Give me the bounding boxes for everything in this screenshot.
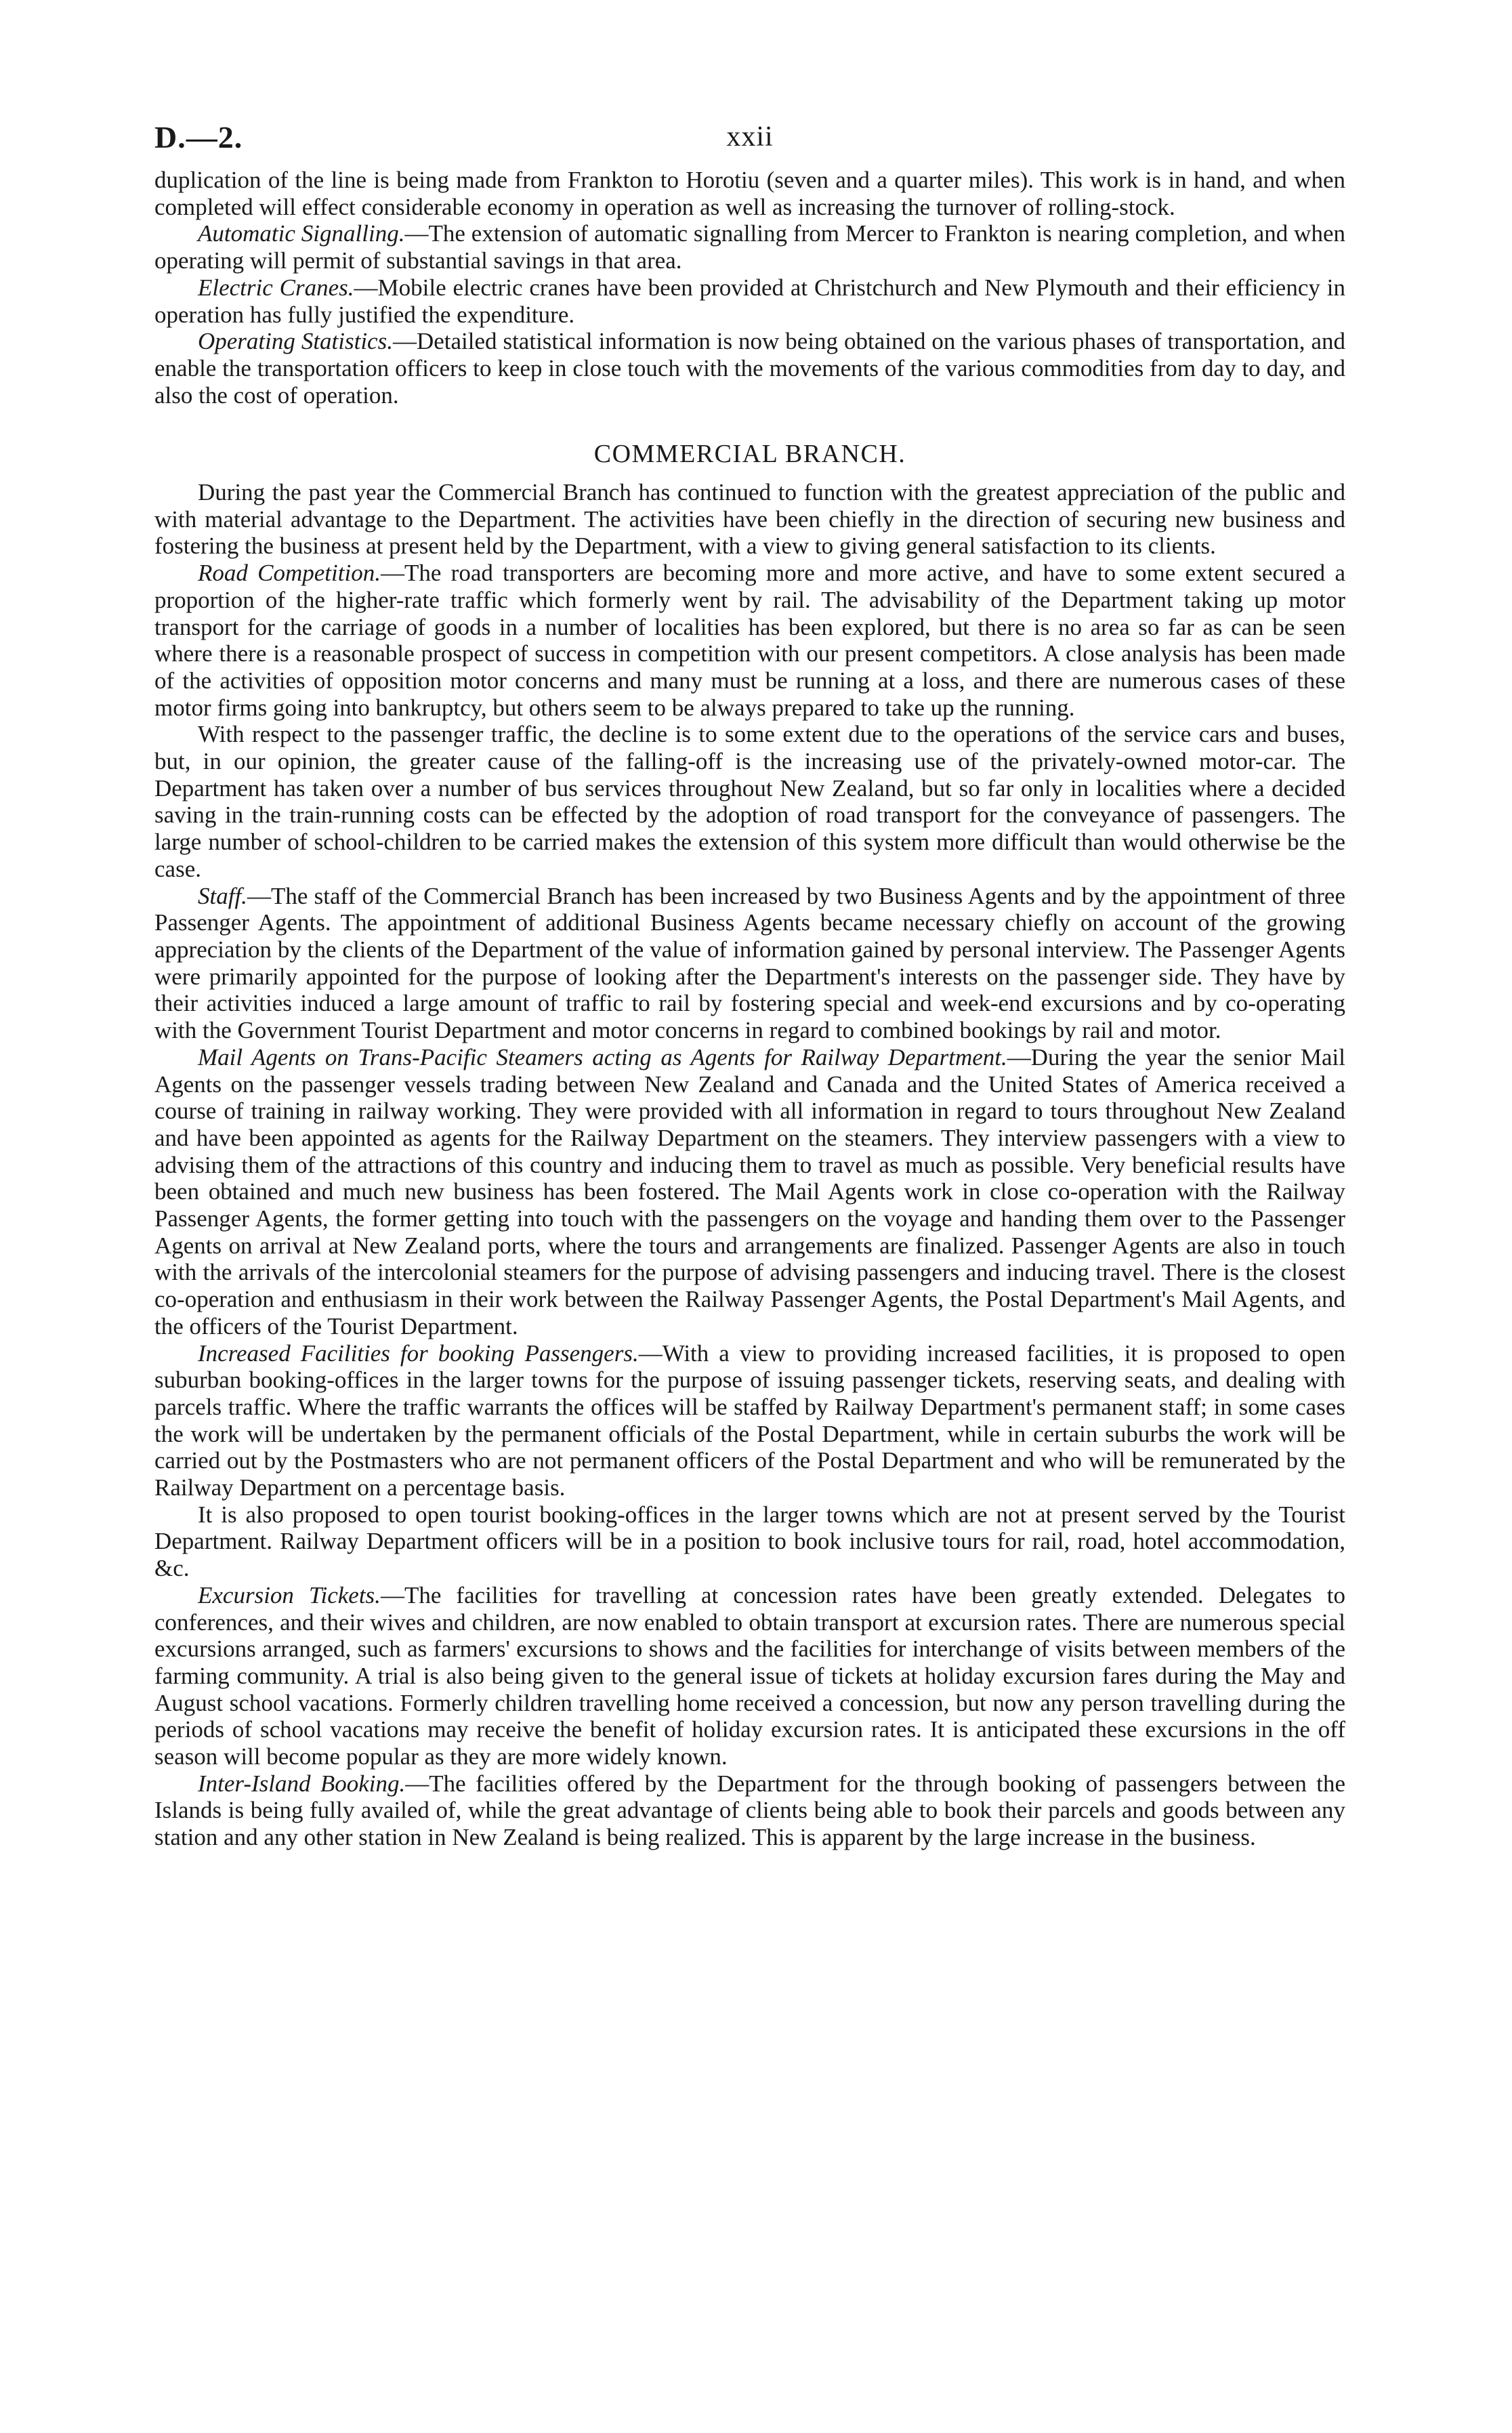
paragraph-heading: Increased Facilities for booking Passengers. <box>198 1339 639 1367</box>
paragraph: Staff.—The staff of the Commercial Branch has been increased by two Business Agents and by the appointment of three Passenger Agents. The appointment of additional Business Agents became necessary chiefly on account of the growing appreciation by the clients of the Department of the value of information gained by personal interview. The Passenger Agents were primarily appointed for the purpose of looking after the Department's interests on the passenger side. They have by their activities induced a large amount of traffic to rail by fostering special and week-end excursions and by co-operating with the Government Tourist Department and motor concerns in regard to combined bookings by rail and motor. <box>154 882 1345 1044</box>
paragraph: Mail Agents on Trans-Pacific Steamers acting as Agents for Railway Department.—During the year the senior Mail Agents on the passenger vessels trading between New Zealand and Canada and the United States of America received a course of training in railway working. They were provided with all information in regard to tours throughout New Zealand and have been appointed as agents for the Railway Department on the steamers. They interview passengers with a view to advising them of the attractions of this country and inducing them to travel as much as possible. Very beneficial results have been obtained and much new business has been fostered. The Mail Agents work in close co-operation with the Railway Passenger Agents, the former getting into touch with the passengers on the voyage and handing them over to the Passenger Agents on arrival at New Zealand ports, where the tours and arrangements are finalized. Passenger Agents are also in touch with the arrivals of the intercolonial steamers for the purpose of advising passengers and inducing travel. There is the closest co-operation and enthusiasm in their work between the Railway Passenger Agents, the Postal Department's Mail Agents, and the officers of the Tourist Department. <box>154 1043 1345 1339</box>
paragraph: Road Competition.—The road transporters are becoming more and more active, and have to some extent secured a proportion of the higher-rate traffic which formerly went by rail. The advisability of the Department taking up motor transport for the carriage of goods in a number of localities has been explored, but there is no area so far as can be seen where there is a reasonable prospect of success in competition with our present competitors. A close analysis has been made of the activities of opposition motor concerns and many must be running at a loss, and there are numerous cases of these motor firms going into bankruptcy, but others seem to be always prepared to take up the running. <box>154 560 1345 721</box>
page-header <box>154 119 1345 167</box>
paragraph: Automatic Signalling.—The extension of automatic signalling from Mercer to Frankton is nearing completion, and when operating will permit of substantial savings in that area. <box>154 220 1345 274</box>
paragraph-heading: Mail Agents on Trans-Pacific Steamers acting as Agents for Railway Department. <box>198 1043 1007 1070</box>
paragraph-heading: Electric Cranes. <box>198 274 354 301</box>
paragraph-heading: Excursion Tickets. <box>198 1581 381 1608</box>
paragraph: duplication of the line is being made from Frankton to Horotiu (seven and a quarter miles). This work is in hand, and when completed will effect considerable economy in operation as well as increasing the turnover of rolling-stock. <box>154 167 1345 220</box>
paragraph: During the past year the Commercial Branch has continued to function with the greatest appreciation of the public and with material advantage to the Department. The activities have been chiefly in the direction of securing new business and fostering the business at present held by the Department, with a view to giving general satisfaction to its clients. <box>154 479 1345 560</box>
body-text <box>154 167 1345 1851</box>
paragraph: Excursion Tickets.—The facilities for travelling at concession rates have been greatly extended. Delegates to conferences, and their wives and children, are now enabled to obtain transport at excursion rates. There are numerous special excursions arranged, such as farmers' excursions to shows and the facilities for interchange of visits between members of the farming community. A trial is also being given to the general issue of tickets at holiday excursion fares during the May and August school vacations. Formerly children travelling home received a concession, but now any person travelling during the periods of school vacations may receive the benefit of holiday excursion rates. It is anticipated these excursions in the off season will become popular as they are more widely known. <box>154 1581 1345 1770</box>
paragraph: With respect to the passenger traffic, the decline is to some extent due to the operations of the service cars and buses, but, in our opinion, the greater cause of the falling-off is the increasing use of the privately-owned motor-car. The Department has taken over a number of bus services throughout New Zealand, but so far only in localities where a decided saving in the train-running costs can be effected by the adoption of road transport for the conveyance of passengers. The large number of school-children to be carried makes the extension of this system more difficult than would otherwise be the case. <box>154 721 1345 882</box>
section-heading: COMMERCIAL BRANCH. <box>593 440 906 469</box>
document-reference: D.—2. <box>154 120 243 154</box>
paragraph-heading: Inter-Island Booking. <box>198 1770 406 1797</box>
paragraph-heading: Road Competition. <box>198 560 381 587</box>
paragraph: Electric Cranes.—Mobile electric cranes have been provided at Christchurch and New Plymouth and their efficiency in operation has fully justified the expenditure. <box>154 274 1345 328</box>
paragraph: Operating Statistics.—Detailed statistical information is now being obtained on the various phases of transportation, and enable the transportation officers to keep in close touch with the movements of the various commodities from day to day, and also the cost of operation. <box>154 328 1345 409</box>
paragraph-heading: Staff. <box>198 882 247 909</box>
paragraph-heading: Operating Statistics. <box>198 328 393 355</box>
paragraph-heading: Automatic Signalling. <box>198 220 405 247</box>
paragraph: It is also proposed to open tourist booking-offices in the larger towns which are not at present served by the Tourist Department. Railway Department officers will be in a position to book inclusive tours for rail, road, hotel accommodation, &c. <box>154 1501 1345 1582</box>
document-page <box>154 119 1345 1851</box>
paragraph: Increased Facilities for booking Passengers.—With a view to providing increased facilities, it is proposed to open suburban booking-offices in the larger towns for the purpose of issuing passenger tickets, reserving seats, and dealing with parcels traffic. Where the traffic warrants the offices will be staffed by Railway Department's permanent staff; in some cases the work will be undertaken by the permanent officials of the Postal Department, while in certain suburbs the work will be carried out by the Postmasters who are not permanent officers of the Postal Department and who will be remunerated by the Railway Department on a percentage basis. <box>154 1339 1345 1501</box>
page-number: xxii <box>726 121 774 152</box>
paragraph: Inter-Island Booking.—The facilities offered by the Department for the through booking of passengers between the Islands is being fully availed of, while the great advantage of clients being able to book their parcels and goods between any station and any other station in New Zealand is being realized. This is apparent by the large increase in the business. <box>154 1770 1345 1851</box>
